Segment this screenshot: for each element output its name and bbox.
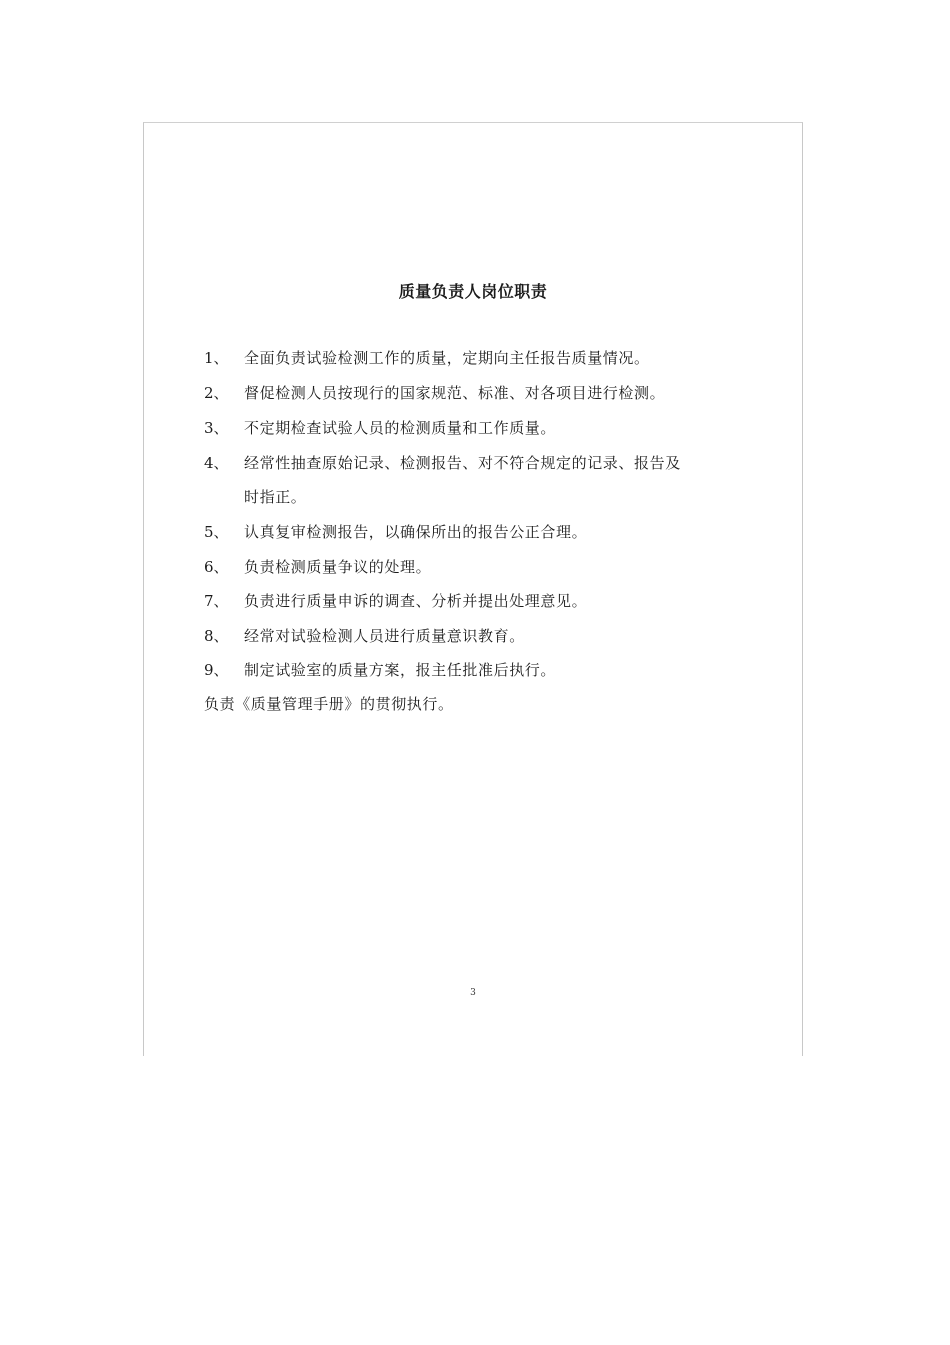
item-number: 4、 [204, 454, 229, 472]
item-number: 8、 [204, 627, 229, 645]
list-item-6 [204, 557, 431, 577]
list-item-2 [204, 383, 665, 403]
item-text: 全面负责试验检测工作的质量，定期向主任报告质量情况。 [244, 349, 650, 367]
list-item-8 [204, 626, 525, 646]
document-title: 质量负责人岗位职责 [398, 282, 548, 301]
list-item-5 [204, 522, 587, 542]
final-line: 负责《质量管理手册》的贯彻执行。 [204, 695, 454, 713]
page-frame [143, 122, 803, 1056]
item-text: 督促检测人员按现行的国家规范、标准、对各项目进行检测。 [244, 384, 666, 402]
page-number: 3 [470, 988, 476, 998]
item-text: 制定试验室的质量方案，报主任批准后执行。 [244, 661, 557, 679]
item-number: 1、 [204, 349, 229, 367]
item-text: 经常对试验检测人员进行质量意识教育。 [244, 627, 525, 645]
item-number: 2、 [204, 384, 229, 402]
item-text: 认真复审检测报告，以确保所出的报告公正合理。 [244, 523, 588, 541]
list-item-4 [204, 453, 681, 473]
item-number: 5、 [204, 523, 229, 541]
item-text: 负责检测质量争议的处理。 [244, 558, 432, 576]
item-number: 6、 [204, 558, 229, 576]
item-number: 7、 [204, 592, 229, 610]
item-text: 负责进行质量申诉的调查、分析并提出处理意见。 [244, 592, 588, 610]
list-item-3 [204, 418, 556, 438]
list-item-7 [204, 591, 587, 611]
item-text: 经常性抽查原始记录、检测报告、对不符合规定的记录、报告及 [244, 454, 681, 472]
item-number: 3、 [204, 419, 229, 437]
list-item-4-continuation: 时指正。 [244, 488, 307, 506]
item-number: 9、 [204, 661, 229, 679]
list-item-1 [204, 348, 650, 368]
item-text: 不定期检查试验人员的检测质量和工作质量。 [244, 419, 557, 437]
list-item-9 [204, 660, 556, 680]
